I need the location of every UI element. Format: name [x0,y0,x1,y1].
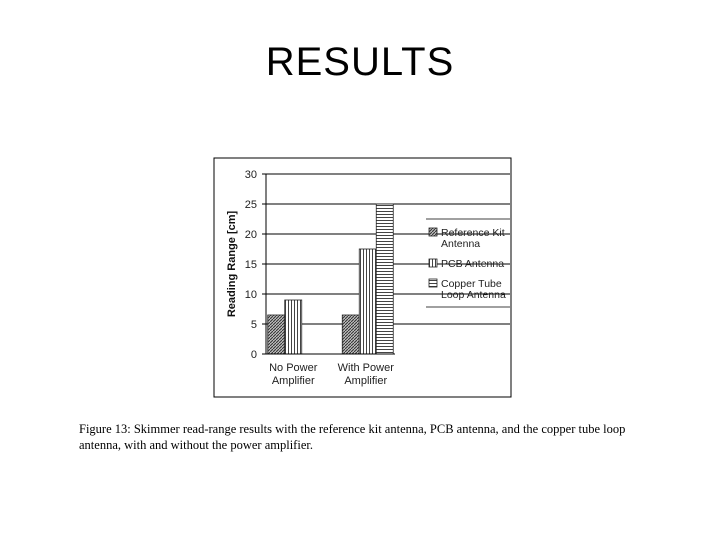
bar [359,249,376,354]
legend-label: PCB Antenna [441,258,505,270]
bar [268,315,285,354]
bar [285,300,302,354]
legend-label: Copper Tube [441,278,502,290]
legend-swatch [429,279,437,287]
y-tick-label: 30 [244,169,257,181]
bar [342,315,359,354]
x-category-label: With Power [337,362,394,374]
y-tick-label: 25 [244,199,257,211]
legend-label: Antenna [441,238,481,250]
bar-chart [213,157,513,407]
y-tick-label: 10 [244,289,257,301]
y-tick-label: 20 [244,229,257,241]
legend-swatch [429,228,437,236]
x-category-label: Amplifier [271,375,315,387]
y-tick-label: 15 [244,259,257,271]
figure-caption: Figure 13: Skimmer read-range results with the reference kit antenna, PCB antenna, and the copper tube loop antenna, with and without the power amplifier. [79,422,626,452]
x-category-label: Amplifier [344,375,388,387]
y-axis-label: Reading Range [cm] [226,210,238,318]
slide-title: RESULTS [265,40,455,84]
x-category-label: No Power [269,362,318,374]
y-tick-label: 5 [250,319,257,331]
bars [268,204,394,354]
y-tick-label: 0 [250,349,257,361]
legend-label: Loop Antenna [441,289,506,301]
legend-swatch [429,259,437,267]
bar [376,204,393,354]
legend-label: Reference Kit [441,227,505,239]
